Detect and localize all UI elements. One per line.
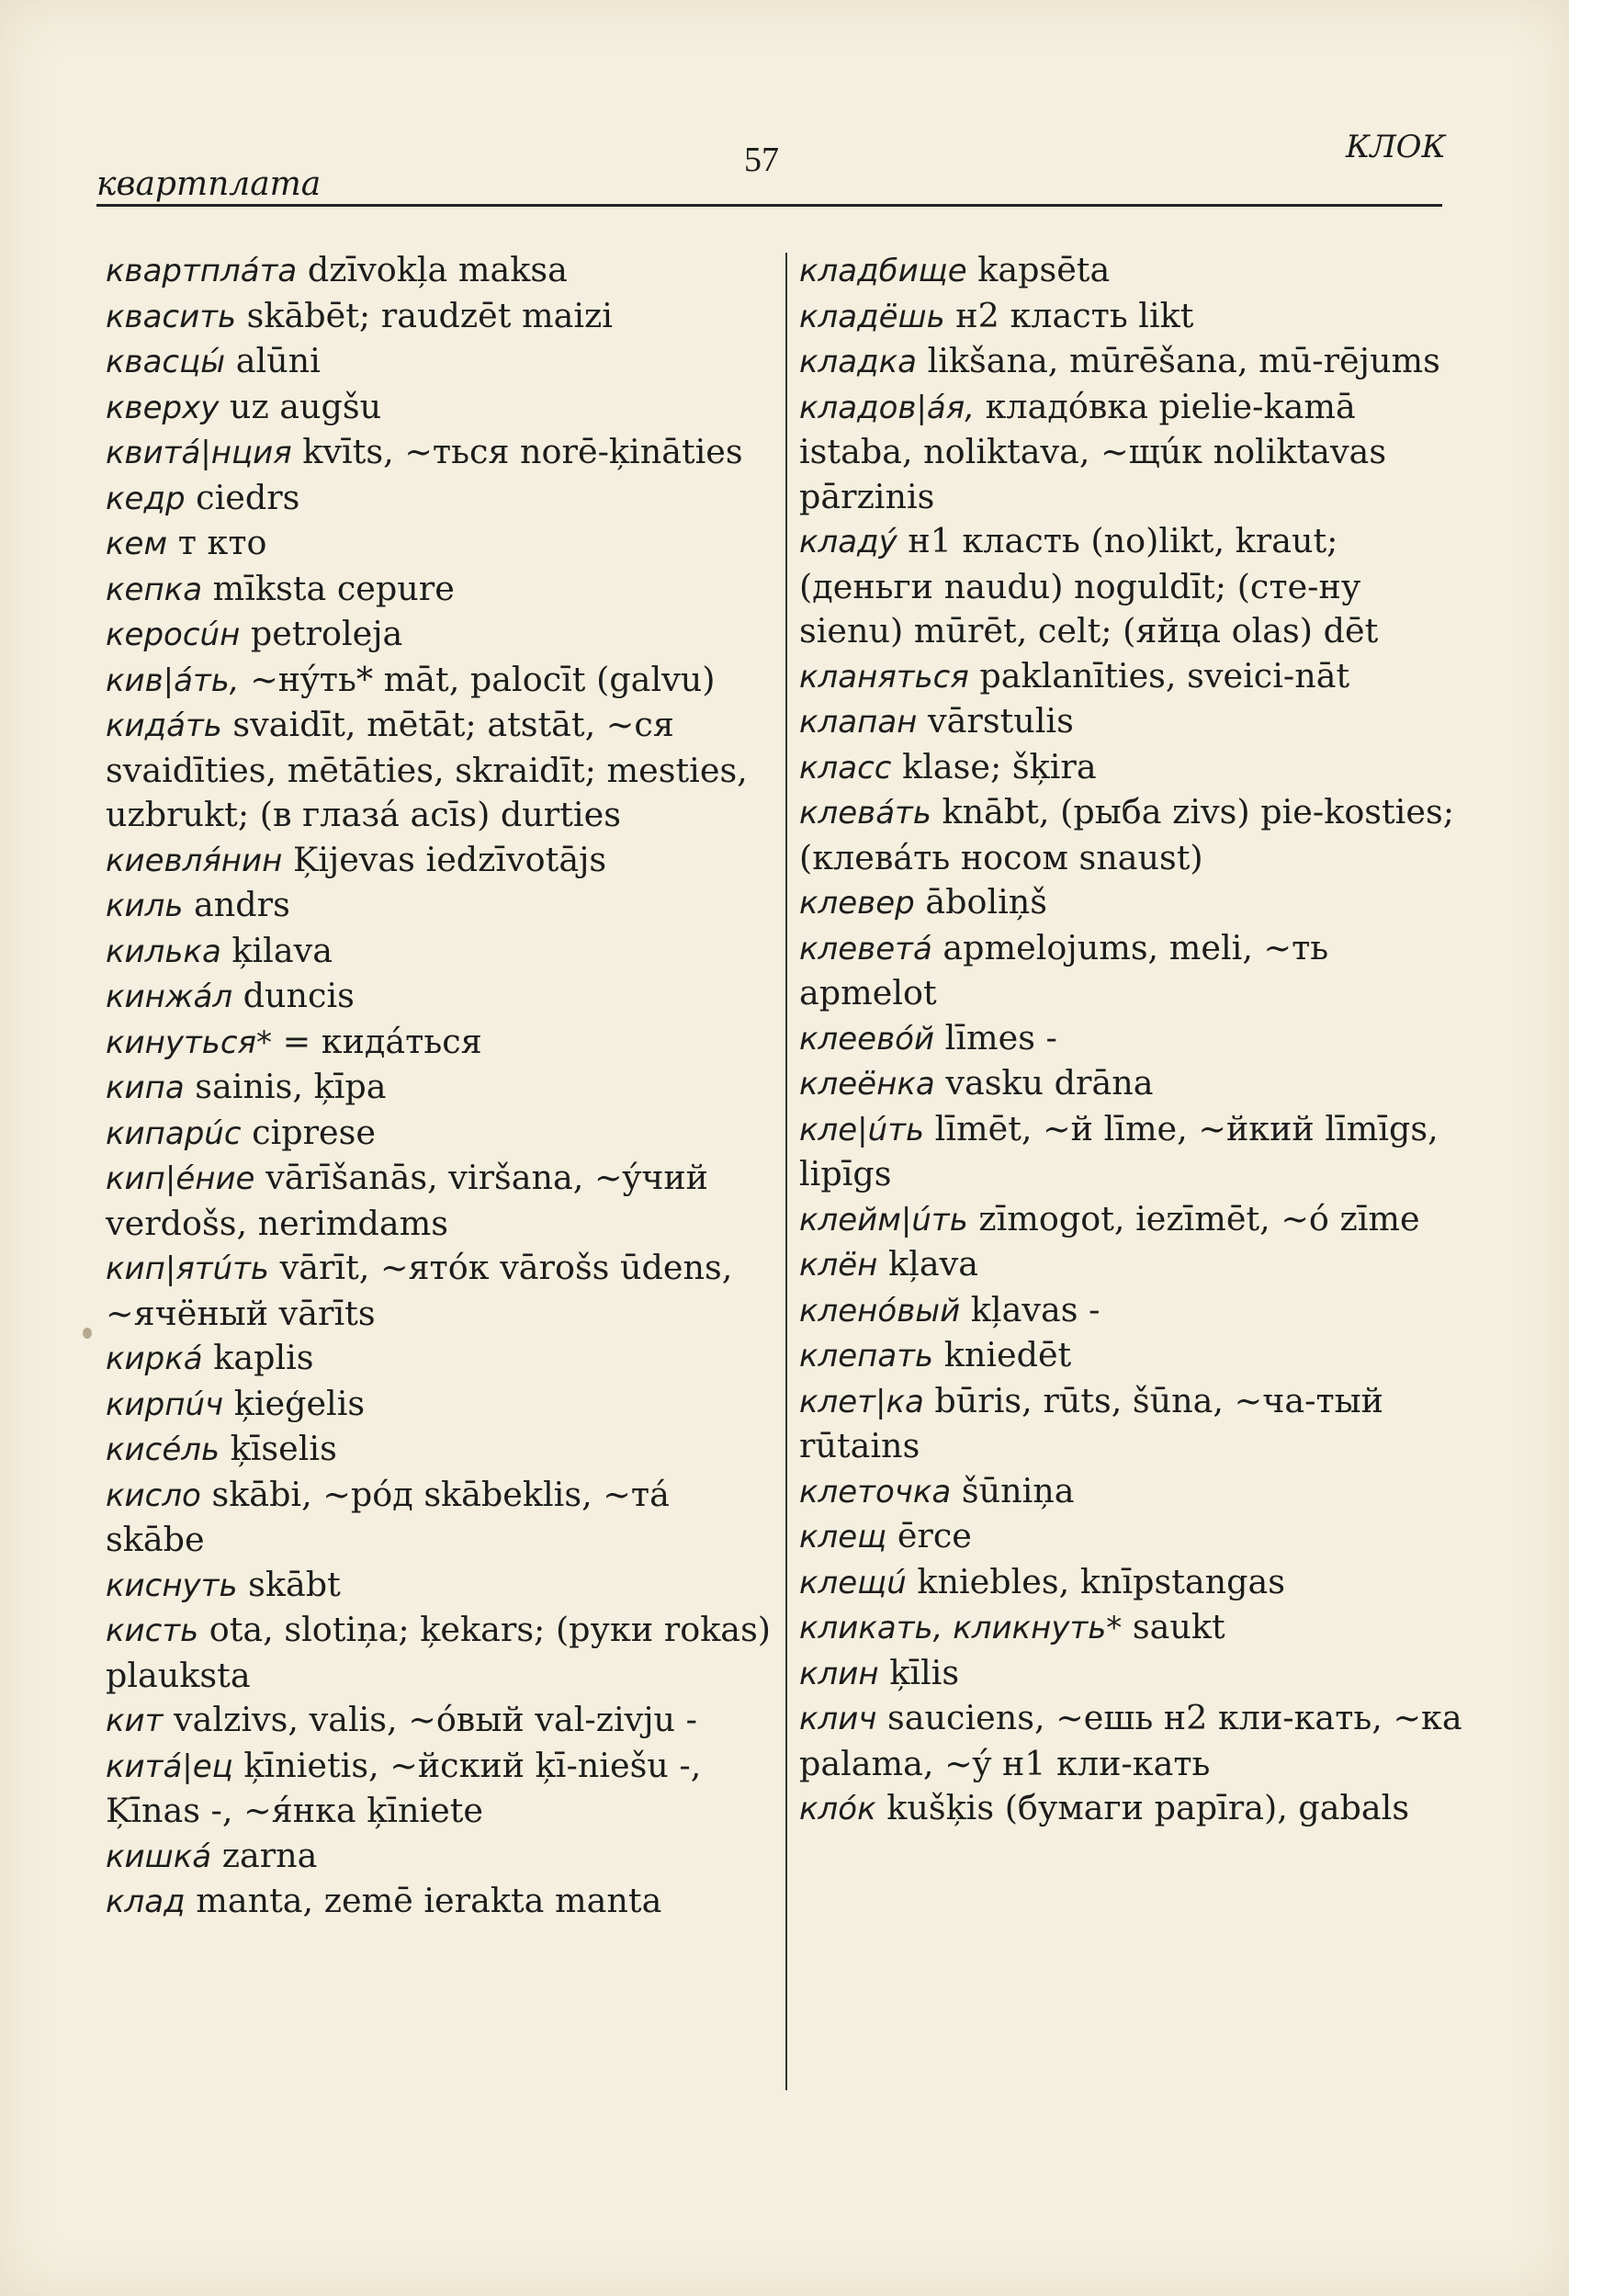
- translation: zarna: [211, 1835, 318, 1875]
- headword: клич: [799, 1701, 877, 1737]
- dictionary-entry: [799, 1605, 1465, 1651]
- dictionary-entry: [799, 248, 1465, 294]
- headword: киль: [106, 888, 184, 924]
- dictionary-entry: [106, 1698, 772, 1744]
- translation: кладóвка pielie-kamā istaba, noliktava, ~щúк noliktavas pārzinis: [799, 386, 1387, 516]
- headword: клапан: [799, 704, 918, 741]
- dictionary-entry: [799, 1560, 1465, 1606]
- translation: saukt: [1122, 1607, 1225, 1646]
- translation: Ķijevas iedzīvotājs: [282, 839, 607, 879]
- translation: ~нýть* māt, palocīt (galvu): [239, 659, 716, 699]
- dictionary-entry: [106, 567, 772, 613]
- headword: китá|ец: [106, 1747, 233, 1785]
- dictionary-entry: [799, 1469, 1465, 1515]
- translation: skābi, ~рóд skābeklis, ~тá skābe: [106, 1474, 670, 1559]
- headword: кисéль: [106, 1431, 220, 1468]
- translation: āboliņš: [914, 882, 1048, 922]
- headword: клепать: [799, 1338, 934, 1374]
- translation: kušķis (бумаги papīra), gabals: [875, 1788, 1410, 1827]
- dictionary-entry: [799, 699, 1465, 745]
- dictionary-entry: [799, 1696, 1465, 1786]
- headword: кладý: [799, 524, 897, 560]
- translation: kvīts, ~ться norē-ķināties: [291, 432, 743, 471]
- translation: sauciens, ~ешь н2 кли-кать, ~ка palama, ~ý н1 кли-кать: [799, 1698, 1462, 1783]
- translation: kļava: [877, 1244, 978, 1284]
- headword: керосúн: [106, 616, 241, 653]
- translation: paklanīties, sveici-nāt: [968, 655, 1350, 696]
- dictionary-entry: [106, 339, 772, 385]
- dictionary-entry: [106, 1563, 772, 1609]
- ink-spot: [83, 1328, 92, 1339]
- translation: petroleja: [240, 614, 403, 653]
- dictionary-entry: [799, 1333, 1465, 1379]
- dictionary-entry: [799, 1242, 1465, 1288]
- translation: apmelojums, meli, ~ть apmelot: [799, 927, 1329, 1012]
- headword: клейм|úть: [799, 1201, 968, 1238]
- page-number: 57: [744, 141, 779, 179]
- dictionary-entry: [106, 248, 772, 294]
- headword: клевер: [799, 885, 915, 922]
- header-right-word: КЛОК: [1346, 129, 1446, 165]
- dictionary-entry: [106, 658, 772, 704]
- dictionary-entry: [799, 880, 1465, 926]
- translation: duncis: [232, 976, 355, 1015]
- dictionary-entry: [106, 1111, 772, 1157]
- translation: vārīšanās, viršana, ~ýчий verdošs, nerimdams: [106, 1158, 708, 1243]
- headword: кем: [106, 526, 168, 562]
- headword: клещ: [799, 1519, 887, 1555]
- headword: клеевóй: [799, 1020, 935, 1058]
- dictionary-entry: [106, 1382, 772, 1428]
- dictionary-entry: [106, 838, 772, 884]
- dictionary-entry: [106, 1246, 772, 1336]
- dictionary-entry: [106, 612, 772, 658]
- translation: = кидáться: [271, 1021, 482, 1061]
- headword: клеёнка: [799, 1066, 935, 1103]
- dictionary-entry: [106, 385, 772, 431]
- dictionary-entry: [106, 1473, 772, 1563]
- page-edge: [1569, 0, 1614, 2296]
- dictionary-entry: [106, 294, 772, 340]
- dictionary-entry: [799, 1379, 1465, 1469]
- dictionary-entry: [106, 883, 772, 929]
- dictionary-entry: [799, 1197, 1465, 1243]
- translation: ērce: [886, 1516, 972, 1555]
- translation: mīksta cepure: [202, 568, 455, 608]
- headword: клин: [799, 1655, 879, 1692]
- headword: клещú: [799, 1564, 907, 1601]
- translation: ciedrs: [185, 477, 300, 517]
- translation: ķieģelis: [223, 1383, 366, 1423]
- translation: н2 класть likt: [944, 295, 1194, 335]
- headword: клён: [799, 1247, 878, 1284]
- translation: vārīt, ~ятóк vārošs ūdens, ~ячёный vārīts: [106, 1248, 733, 1333]
- headword: кле|úть: [799, 1111, 925, 1148]
- headword: кленóвый: [799, 1292, 961, 1329]
- dictionary-entry: [799, 654, 1465, 700]
- right-column: [799, 248, 1465, 1832]
- dictionary-entry: [799, 1016, 1465, 1062]
- translation: ota, slotiņa; ķekars; (руки rokas) plauksta: [106, 1610, 772, 1695]
- dictionary-entry: [106, 1608, 772, 1698]
- headword: кладов|áя,: [799, 389, 976, 426]
- translation: andrs: [183, 885, 290, 924]
- dictionary-entry: [799, 294, 1465, 340]
- headword: кинжáл: [106, 978, 233, 1015]
- dictionary-entry: [799, 519, 1465, 654]
- dictionary-entry: [799, 1288, 1465, 1334]
- translation: kniedēt: [933, 1335, 1072, 1374]
- headword: кидáть: [106, 707, 222, 744]
- headword: кладбище: [799, 253, 967, 289]
- translation: svaidīt, mētāt; atstāt, ~ся svaidīties, mētāties, skraidīt; mesties, uzbrukt; (в глазá acīs) durties: [106, 705, 748, 834]
- translation: skābēt; raudzēt maizi: [236, 295, 613, 335]
- translation: vārstulis: [917, 701, 1074, 741]
- translation: līmes -: [934, 1017, 1057, 1058]
- translation: knieblеs, knīpstangas: [906, 1561, 1286, 1601]
- headword: кинуться*: [106, 1024, 272, 1061]
- headword: кладёшь: [799, 298, 945, 335]
- headword: кепка: [106, 571, 203, 608]
- dictionary-entry: [799, 926, 1465, 1016]
- headword: клад: [106, 1883, 186, 1920]
- translation: zīmogot, iezīmēt, ~ó zīme: [967, 1198, 1420, 1238]
- dictionary-entry: [106, 1427, 772, 1473]
- left-column: [106, 248, 772, 1925]
- translation: knābt, (рыба zivs) pie-kosties; (клевáть носом snaust): [799, 792, 1454, 877]
- translation: uz augšu: [219, 386, 382, 426]
- headword: кит: [106, 1702, 164, 1739]
- translation: ķīlis: [878, 1652, 960, 1692]
- dictionary-entry: [799, 339, 1465, 385]
- dictionary-entry: [799, 790, 1465, 880]
- translation: kapsēta: [966, 250, 1111, 289]
- dictionary-entry: [106, 1834, 772, 1880]
- translation: sainis, ķīpa: [184, 1067, 387, 1106]
- headword: клóк: [799, 1791, 876, 1827]
- dictionary-entry: [106, 1336, 772, 1382]
- headword: клеточка: [799, 1473, 952, 1510]
- headword: килька: [106, 933, 221, 970]
- headword: кипарúс: [106, 1114, 242, 1152]
- translation: ciprese: [241, 1112, 376, 1152]
- headword: клет|ка: [799, 1383, 924, 1420]
- headword: кисло: [106, 1476, 201, 1514]
- headword: кланяться: [799, 658, 969, 696]
- translation: manta, zemē ierakta manta: [185, 1881, 662, 1920]
- headword: квасцы́: [106, 344, 226, 380]
- translation: likšana, mūrēšana, mū-rējums: [916, 341, 1440, 380]
- headword: квасить: [106, 298, 237, 335]
- translation: valzivs, valis, ~óвый val-zivju -: [163, 1700, 697, 1739]
- translation: т кто: [167, 523, 267, 562]
- dictionary-entry: [106, 521, 772, 567]
- translation: dzīvokļa maksa: [297, 250, 568, 289]
- headword: киркá: [106, 1340, 203, 1377]
- dictionary-entry: [106, 430, 772, 476]
- dictionary-entry: [106, 929, 772, 975]
- translation: alūni: [225, 341, 321, 380]
- column-separator: [785, 253, 787, 2090]
- headword: кип|ятúть: [106, 1250, 269, 1287]
- translation: kļavas -: [960, 1289, 1100, 1329]
- translation: klase; šķira: [891, 746, 1097, 786]
- dictionary-entry: [799, 745, 1465, 791]
- headword: кипа: [106, 1069, 185, 1106]
- dictionary-entry: [106, 1156, 772, 1246]
- headword: кирпúч: [106, 1386, 224, 1423]
- headword: кип|éние: [106, 1160, 255, 1197]
- translation: kaplis: [202, 1338, 314, 1377]
- dictionary-entry: [106, 974, 772, 1020]
- headword: киевля́нин: [106, 842, 283, 879]
- headword: кверху: [106, 389, 220, 426]
- headword: кисть: [106, 1612, 199, 1649]
- headword: киснуть: [106, 1566, 238, 1604]
- translation: vasku drāna: [934, 1063, 1154, 1103]
- translation: ķīnietis, ~йский ķī-niešu -, Ķīnas -, ~я́нка ķīniete: [106, 1745, 702, 1830]
- headword: клевáть: [799, 795, 931, 831]
- headword: кедр: [106, 480, 186, 517]
- headword: кладка: [799, 344, 917, 380]
- dictionary-entry: [799, 1107, 1465, 1197]
- translation: ķīselis: [220, 1429, 337, 1468]
- translation: līmēt, ~й līme, ~йкий līmīgs, lipīgs: [799, 1108, 1439, 1193]
- dictionary-entry: [799, 1651, 1465, 1697]
- dictionary-entry: [106, 1020, 772, 1066]
- dictionary-entry: [799, 1061, 1465, 1107]
- translation: būris, rūts, šūna, ~ча-тый rūtains: [799, 1380, 1384, 1465]
- header-left-word: квартплата: [96, 165, 322, 203]
- dictionary-entry: [106, 476, 772, 522]
- dictionary-entry: [106, 1879, 772, 1925]
- headword: кликать, кликнуть*: [799, 1610, 1123, 1646]
- headword: квартплáта: [106, 253, 298, 289]
- headword: кишкá: [106, 1838, 212, 1875]
- translation: ķilava: [220, 930, 333, 970]
- headword: квитá|нция: [106, 435, 292, 471]
- headword: кив|áть,: [106, 662, 240, 699]
- translation: šūniņa: [951, 1470, 1075, 1510]
- headword: клеветá: [799, 930, 932, 967]
- dictionary-entry: [799, 385, 1465, 520]
- translation: skābt: [237, 1564, 341, 1604]
- translation: н1 класть (no)likt, kraut; (деньги naudu) noguldīt; (сте-ну sienu) mūrēt, celt; (яйца olas) dēt: [799, 521, 1379, 650]
- dictionary-entry: [799, 1514, 1465, 1560]
- dictionary-entry: [799, 1786, 1465, 1832]
- headword: класс: [799, 749, 892, 786]
- dictionary-entry: [106, 1065, 772, 1111]
- header-rule: [96, 204, 1442, 207]
- dictionary-entry: [106, 1744, 772, 1834]
- dictionary-entry: [106, 703, 772, 838]
